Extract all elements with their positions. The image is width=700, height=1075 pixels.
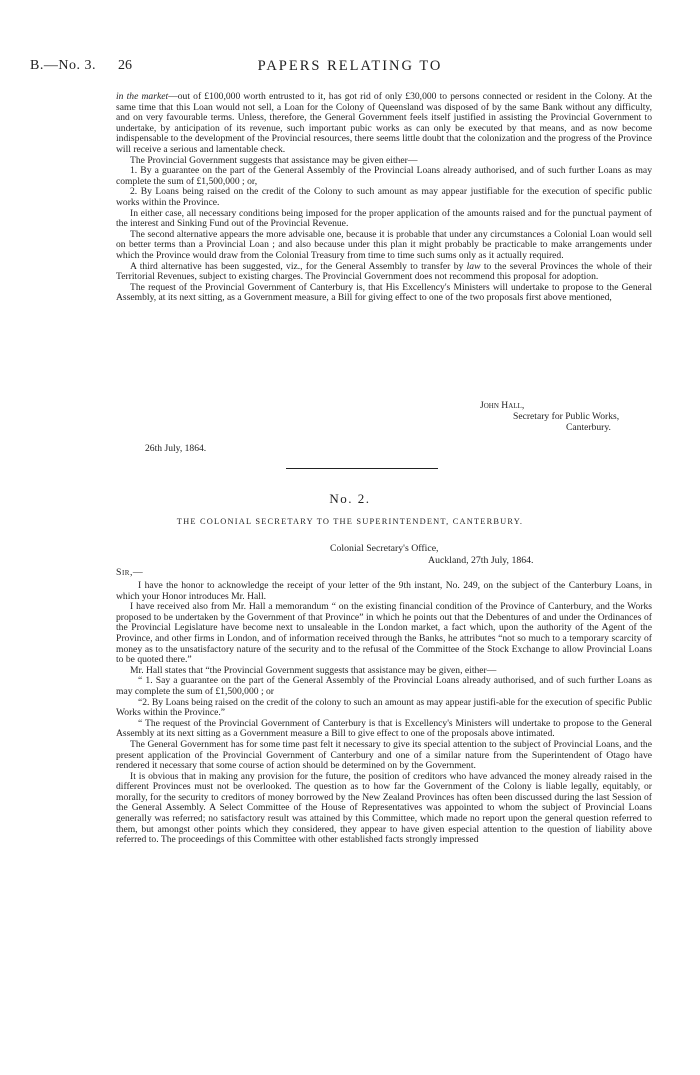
paragraph: “ The request of the Provincial Government of Canterbury is that is Excellency's Ministers will undertake to propose to the General Assembly at its next sitting as a Government measure a Bill to give effect to one of the proposals above intimated. — [116, 717, 652, 740]
letter-one-body — [116, 92, 652, 304]
paragraph: The General Government has for some time past felt it necessary to give its special attention to the subject of Provincial Loans, and the present application of the Provincial Government of Canterbury and one of a similar nature from the Superintendent of Otago have rendered it necessary that some course of action should be determined on by the Government. — [116, 738, 652, 772]
letter-date: 26th July, 1864. — [145, 443, 207, 454]
paragraph: in the market—out of £100,000 worth entrusted to it, has got rid of only £30,000 to persons connected or resident in the Colony. At the same time that this Loan would not sell, a Loan for the Colony of Queensland was disposed of by the same Bank without any difficulty, and on very favourable terms. Unless, therefore, the General Government feels itself justified in assisting the Provincial Government to undertake, by anticipation of its revenue, such important pubic works as can only be executed by that means, and as now become indispensable to the development of the Provincial resources, there seems little doubt that the colonization and the progress of the Province will receive a serious and lamentable check. — [116, 91, 652, 155]
italic-lead: in the market — [116, 91, 169, 102]
paragraph: Mr. Hall states that “the Provincial Government suggests that assistance may be given, either— — [130, 664, 497, 676]
paragraph: A third alternative has been suggested, viz., for the General Assembly to transfer by law to the several Provinces the whole of their Territorial Revenues, subject to existing charges. The Provincial Government does not recommend this proposal for adoption. — [116, 260, 652, 283]
paragraph: The request of the Provincial Government of Canterbury is, that His Excellency's Ministers will undertake to propose to the General Assembly, at its next sitting, as a Government measure, a Bill for giving effect to one of the two proposals first above mentioned, — [116, 281, 652, 304]
paragraph: The second alternative appears the more advisable one, because it is probable that under any circumstances a Colonial Loan would sell on better terms than a Provincial Loan ; and also because under this plan it might probably be practicable to make arrangements under which the Province would draw from the Colonial Treasury from time to time such sums only as it actually required. — [116, 228, 652, 261]
paragraph: In either case, all necessary conditions being imposed for the proper application of the amounts raised and for the punctual payment of the interest and Sinking Fund out of the Provincial Revenue. — [116, 207, 652, 230]
salutation: Sir,— — [116, 567, 144, 578]
paragraph: I have received also from Mr. Hall a memorandum “ on the existing financial condition of the Province of Canterbury, and the Works proposed to be undertaken by the Government of that Province” in which he points out that the Debentures of and under the Ordinances of the Provincial Legislature have become next to unsaleable in the London market, a fact which, upon the authority of the Agent of the Province, and other firms in London, and of information received through the Banks, he attributes “not so much to a temporary scarcity of money as to the unsatisfactory nature of the security and to the refusal of the Committee of the Stock Exchange to allow Provincial Loans to be quoted there.” — [116, 601, 652, 666]
paragraph: 2. By Loans being raised on the credit of the Colony to such amount as may appear justifiable for the execution of specific public works within the Province. — [116, 186, 652, 208]
document-number: No. 2. — [329, 491, 371, 506]
paragraph: “2. By Loans being raised on the credit of the colony to such an amount as may appear justifi-able for the execution of specific Public Works within the Province.” — [116, 696, 652, 719]
paragraph: “ 1. Say a guarantee on the part of the General Assembly of the Provincial Loans already authorised, and of such further Loans as may complete the sum of £1,500,000 ; or — [116, 675, 652, 697]
signature-title: Secretary for Public Works, — [513, 411, 620, 422]
signature-name: John Hall, — [480, 400, 525, 411]
paragraph: I have the honor to acknowledge the receipt of your letter of the 9th instant, No. 249, on the subject of the Canterbury Loans, in which your Honor introduces Mr. Hall. — [116, 580, 652, 602]
place-and-date: Auckland, 27th July, 1864. — [428, 555, 534, 566]
page-header — [30, 58, 670, 78]
letter-heading: THE COLONIAL SECRETARY TO THE SUPERINTENDENT, CANTERBURY. — [176, 517, 524, 526]
paragraph: The Provincial Government suggests that assistance may be given either— — [130, 154, 418, 166]
page-number: 26 — [118, 58, 132, 73]
paragraph: 1. By a guarantee on the part of the General Assembly of the Provincial Loans already authorised, and of such further Loans as may complete the sum of £1,500,000 ; or, — [116, 165, 652, 187]
letter-two-body — [116, 581, 652, 846]
section-divider — [286, 468, 438, 469]
signature-place: Canterbury. — [566, 422, 611, 433]
sender-office: Colonial Secretary's Office, — [330, 543, 439, 554]
document-reference: B.—No. 3. — [30, 58, 96, 73]
paragraph: It is obvious that in making any provision for the future, the position of creditors who have advanced the money already raised in the different Provinces must not be overlooked. The question as to how far the Government of the Colony is liable legally, equitably, or morally, for the security to creditors of money borrowed by the New Zealand Provinces has often been discussed during the last Session of the General Assembly. A Select Committee of the House of Representatives was appointed to whom the subject of Provincial Loans generally was referred; no satisfactory result was attained by this Committee, which made no report upon the general question referred to them, but amongst other points which they considered, they appear to have given especial attention to the question of liability above referred to. The proceedings of this Committee with other established facts strongly impressed — [116, 770, 652, 846]
running-title: PAPERS RELATING TO — [257, 58, 443, 74]
